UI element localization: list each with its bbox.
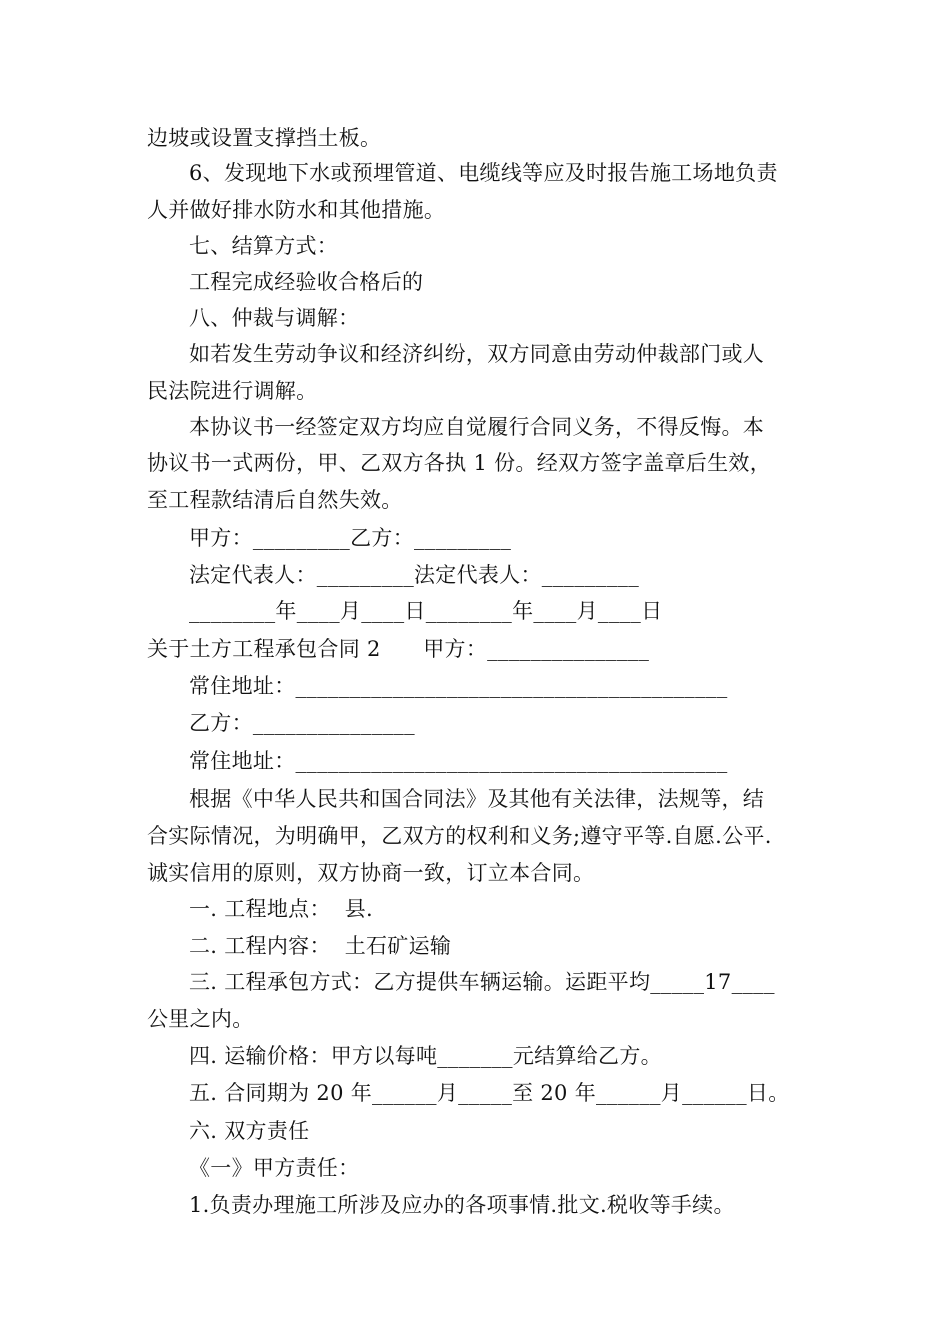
paragraph-line: 本协议书一经签定双方均应自觉履行合同义务，不得反悔。本 — [189, 415, 765, 439]
paragraph-line: 公里之内。 — [147, 1007, 254, 1031]
paragraph-line: 民法院进行调解。 — [147, 379, 318, 403]
paragraph-line: 6、发现地下水或预埋管道、电缆线等应及时报告施工场地负责 — [189, 161, 778, 185]
paragraph-line: 如若发生劳动争议和经济纠纷，双方同意由劳动仲裁部门或人 — [189, 342, 765, 366]
clause-line: 四. 运输价格：甲方以每吨_______元结算给乙方。 — [189, 1044, 662, 1068]
address-line: 常住地址：________________________________________ — [189, 674, 728, 698]
paragraph-line: 诚实信用的原则，双方协商一致，订立本合同。 — [147, 861, 595, 885]
section-heading: 七、结算方式： — [189, 234, 339, 258]
clause-line: 一. 工程地点： 县. — [189, 897, 373, 921]
contract-title-line: 关于土方工程承包合同 2 甲方：_______________ — [147, 637, 650, 661]
paragraph-line: 根据《中华人民共和国合同法》及其他有关法律，法规等，结 — [189, 787, 765, 811]
paragraph-line: 至工程款结清后自然失效。 — [147, 488, 403, 512]
paragraph-line: 协议书一式两份，甲、乙双方各执 1 份。经双方签字盖章后生效， — [147, 451, 772, 475]
subsection-heading: 《一》甲方责任： — [189, 1156, 360, 1180]
party-line: 乙方：_______________ — [189, 711, 415, 735]
clause-line: 五. 合同期为 20 年______月_____至 20 年______月______日。 — [189, 1081, 790, 1105]
paragraph-line: 合实际情况，为明确甲，乙双方的权利和义务;遵守平等.自愿.公平. — [147, 824, 772, 848]
clause-line: 三. 工程承包方式：乙方提供车辆运输。运距平均_____17____ — [189, 970, 775, 994]
section-heading: 六. 双方责任 — [189, 1119, 310, 1143]
paragraph-line: 人并做好排水防水和其他措施。 — [147, 198, 446, 222]
clause-line: 1.负责办理施工所涉及应办的各项事情.批文.税收等手续。 — [189, 1193, 735, 1217]
signature-line: 甲方：_________乙方：_________ — [189, 526, 512, 550]
paragraph-line: 工程完成经验收合格后的 — [189, 270, 424, 294]
address-line: 常住地址：________________________________________ — [189, 749, 728, 773]
clause-line: 二. 工程内容： 土石矿运输 — [189, 934, 452, 958]
date-line: ________年____月____日________年____月____日 — [189, 599, 663, 623]
paragraph-line: 边坡或设置支撑挡土板。 — [147, 126, 382, 150]
signature-line: 法定代表人：_________法定代表人：_________ — [189, 563, 639, 587]
section-heading: 八、仲裁与调解： — [189, 306, 360, 330]
